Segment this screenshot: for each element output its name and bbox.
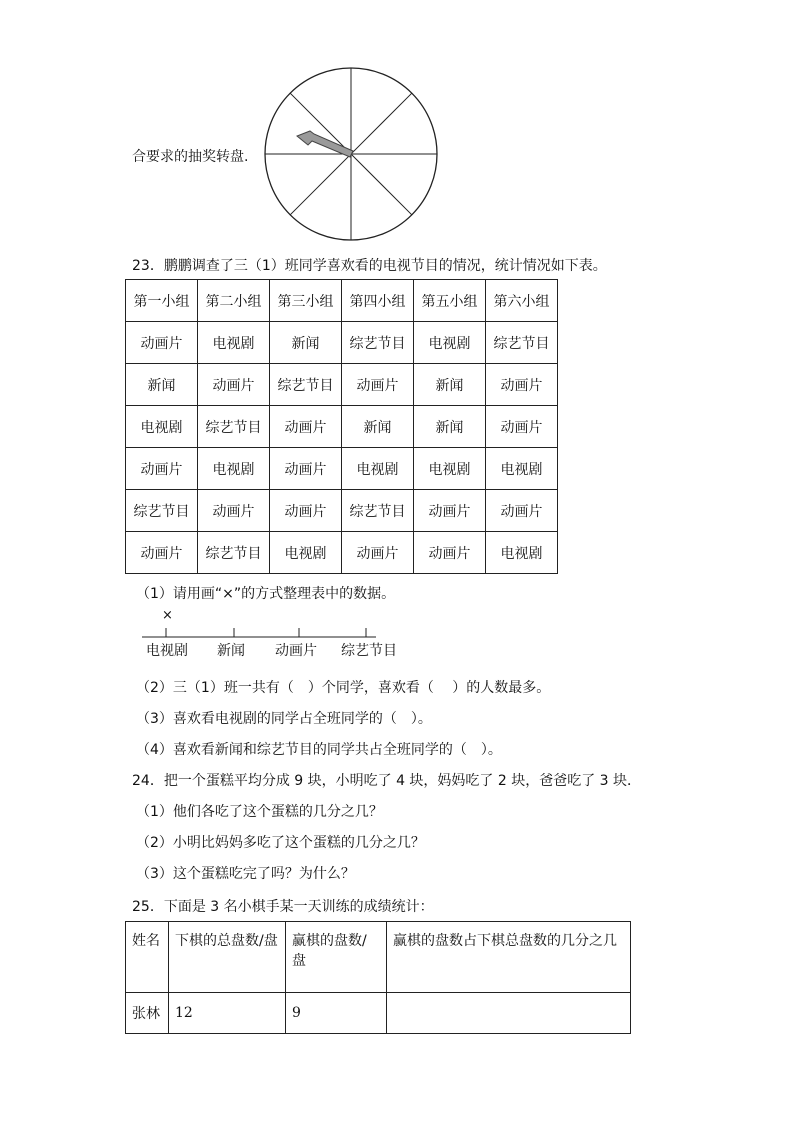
table-cell: 动画片 [414,532,486,574]
table-cell: 电视剧 [486,448,558,490]
table-cell: 综艺节目 [342,322,414,364]
table-cell: 综艺节目 [198,532,270,574]
table-cell: 新闻 [414,364,486,406]
q24-sub1: （1）他们各吃了这个蛋糕的几分之几？ [136,804,383,820]
header-cell: 姓名 [126,922,169,993]
table-row [126,322,558,364]
q23-sub4: （4）喜欢看新闻和综艺节目的同学共占全班同学的（ ）。 [136,742,502,758]
table-cell: 动画片 [486,406,558,448]
q24-sub3: （3）这个蛋糕吃完了吗？为什么？ [136,866,355,882]
table-cell: 电视剧 [270,532,342,574]
table-row [126,448,558,490]
table-cell: 电视剧 [414,448,486,490]
answer-cell[interactable] [387,993,631,1034]
table-cell: 12 [169,993,286,1034]
table-cell: 动画片 [198,490,270,532]
tally-mark: × [162,608,173,623]
table-cell: 动画片 [414,490,486,532]
chess-score-table [125,921,631,1034]
table-cell: 新闻 [126,364,198,406]
table-row [126,993,631,1034]
table-cell: 动画片 [126,532,198,574]
table-row [126,280,558,322]
table-cell: 9 [286,993,387,1034]
table-cell: 综艺节目 [126,490,198,532]
table-cell: 动画片 [486,364,558,406]
axis-label-cartoon: 动画片 [275,643,317,659]
tv-survey-table [125,279,558,574]
table-cell: 动画片 [126,448,198,490]
q24-intro: 24．把一个蛋糕平均分成 9 块，小明吃了 4 块，妈妈吃了 2 块，爸爸吃了 3 块． [132,773,642,789]
table-cell: 综艺节目 [342,490,414,532]
table-cell: 张林 [126,993,169,1034]
table-cell: 动画片 [342,532,414,574]
table-row [126,532,558,574]
table-cell: 新闻 [342,406,414,448]
header-cell: 赢棋的盘数占下棋总盘数的几分之几 [387,922,631,993]
spinner-caption: 合要求的抽奖转盘. [132,149,249,165]
q23-sub1: （1）请用画“×”的方式整理表中的数据。 [136,586,396,602]
header-cell: 第三小组 [270,280,342,322]
table-cell: 动画片 [270,448,342,490]
table-cell: 动画片 [486,490,558,532]
q23-sub3: （3）喜欢看电视剧的同学占全班同学的（ ）。 [136,711,432,727]
axis-label-tv-drama: 电视剧 [146,643,188,659]
table-cell: 电视剧 [342,448,414,490]
header-cell: 下棋的总盘数/盘 [169,922,286,993]
table-cell: 新闻 [414,406,486,448]
tally-axis [140,625,380,639]
table-row [126,490,558,532]
header-cell: 第四小组 [342,280,414,322]
header-cell: 第一小组 [126,280,198,322]
q23-sub2: （2）三（1）班一共有（ ）个同学，喜欢看（ ）的人数最多。 [136,680,551,696]
table-cell: 动画片 [126,322,198,364]
axis-label-variety: 综艺节目 [341,643,397,659]
table-cell: 动画片 [270,406,342,448]
q24-sub2: （2）小明比妈妈多吃了这个蛋糕的几分之几？ [136,835,425,851]
q25-intro: 25．下面是 3 名小棋手某一天训练的成绩统计： [132,899,434,915]
q23-intro: 23．鹏鹏调查了三（1）班同学喜欢看的电视节目的情况，统计情况如下表。 [132,258,607,274]
table-row [126,406,558,448]
header-cell: 赢棋的盘数/盘 [286,922,387,993]
table-cell: 动画片 [342,364,414,406]
header-cell: 第六小组 [486,280,558,322]
table-cell: 电视剧 [198,322,270,364]
table-cell: 综艺节目 [270,364,342,406]
table-cell: 综艺节目 [198,406,270,448]
table-row [126,922,631,993]
table-cell: 电视剧 [198,448,270,490]
table-cell: 电视剧 [414,322,486,364]
header-cell: 第五小组 [414,280,486,322]
table-cell: 综艺节目 [486,322,558,364]
table-cell: 动画片 [270,490,342,532]
prize-spinner [262,65,440,243]
table-row [126,364,558,406]
header-cell: 第二小组 [198,280,270,322]
table-cell: 动画片 [198,364,270,406]
table-cell: 电视剧 [486,532,558,574]
axis-label-news: 新闻 [217,643,245,659]
table-cell: 电视剧 [126,406,198,448]
table-cell: 新闻 [270,322,342,364]
